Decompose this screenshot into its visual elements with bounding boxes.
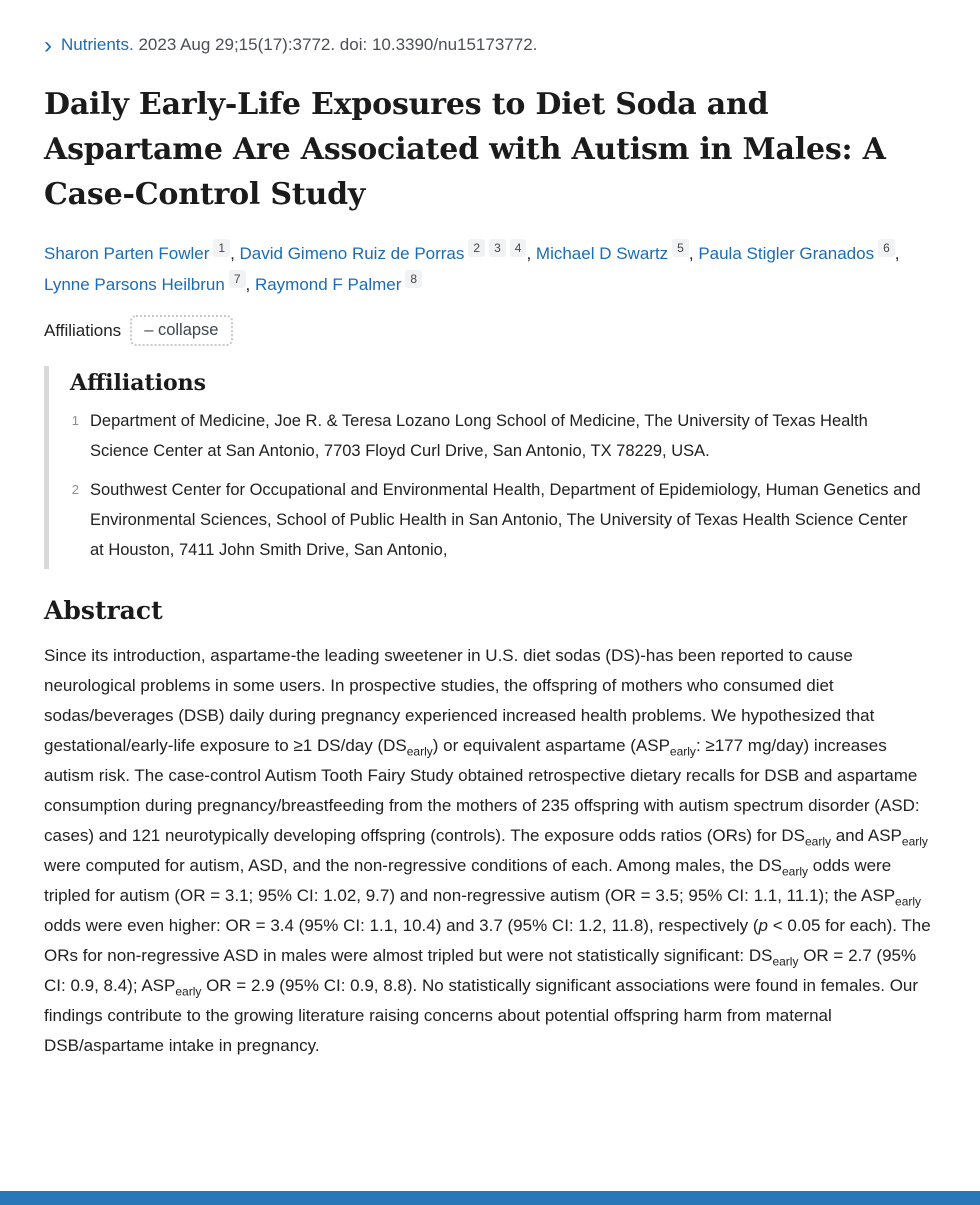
- affiliation-number: 1: [71, 413, 79, 428]
- author-affiliation-number[interactable]: 4: [510, 239, 527, 257]
- author-separator: ,: [245, 275, 255, 294]
- affiliations-label: Affiliations: [44, 320, 122, 340]
- italic-text: p: [758, 916, 768, 935]
- subscript-text: early: [804, 834, 831, 849]
- subscript-text: early: [669, 744, 696, 759]
- author-affiliation-number[interactable]: 3: [489, 239, 506, 257]
- author-affiliation-number[interactable]: 2: [468, 239, 485, 257]
- author-link[interactable]: Sharon Parten Fowler: [44, 244, 210, 263]
- subscript-text: early: [175, 984, 202, 999]
- author-separator: ,: [230, 244, 240, 263]
- subscript-text: early: [772, 954, 799, 969]
- subscript-text: early: [901, 834, 928, 849]
- article-title: Daily Early-Life Exposures to Diet Soda and Aspartame Are Associated with Autism in Males: A Case-Control Study: [44, 87, 886, 212]
- affiliation-item: [70, 406, 938, 466]
- author-link[interactable]: Paula Stigler Granados: [698, 244, 875, 263]
- affiliations-heading: Affiliations: [70, 370, 207, 396]
- author-separator: ,: [688, 244, 699, 263]
- affiliation-item: [70, 475, 938, 565]
- journal-link[interactable]: Nutrients.: [61, 35, 134, 54]
- author-link[interactable]: Lynne Parsons Heilbrun: [44, 275, 225, 294]
- author-link[interactable]: Raymond F Palmer: [254, 275, 402, 294]
- author-affiliation-number[interactable]: 5: [672, 239, 689, 257]
- citation-text: 2023 Aug 29;15(17):3772. doi: 10.3390/nu15173772.: [133, 35, 538, 54]
- affiliation-number: 2: [71, 482, 79, 497]
- subscript-text: early: [782, 864, 809, 879]
- affiliations-list: [70, 406, 938, 565]
- subscript-text: early: [406, 744, 433, 759]
- author-link[interactable]: David Gimeno Ruiz de Porras: [239, 244, 465, 263]
- affiliations-toggle-row: [44, 315, 938, 346]
- citation-line: [44, 33, 938, 57]
- footer-bar: [0, 1191, 980, 1205]
- affiliations-panel: [44, 366, 938, 569]
- author-separator: ,: [526, 244, 536, 263]
- collapse-affiliations-button[interactable]: – collapse: [130, 315, 232, 346]
- author-separator: ,: [894, 244, 900, 263]
- authors-list: [44, 238, 938, 300]
- affiliation-text: Southwest Center for Occupational and Environmental Health, Department of Epidemiology, Human Genetics and Environmental Sciences, School of Public Health in San Antonio, The University of Texas Health Science Center at Houston, 7411 John Smith Drive, San Antonio,: [90, 481, 921, 559]
- subscript-text: early: [895, 894, 922, 909]
- author-affiliation-number[interactable]: 7: [229, 270, 246, 288]
- abstract-heading: Abstract: [44, 596, 163, 625]
- author-affiliation-number[interactable]: 6: [878, 239, 895, 257]
- author-link[interactable]: Michael D Swartz: [535, 244, 669, 263]
- affiliation-text: Department of Medicine, Joe R. & Teresa Lozano Long School of Medicine, The University of Texas Health Science Center at San Antonio, 7703 Floyd Curl Drive, San Antonio, TX 78229, USA.: [90, 412, 868, 460]
- author-affiliation-number[interactable]: 8: [405, 270, 422, 288]
- author-affiliation-number[interactable]: 1: [213, 239, 230, 257]
- abstract-text: Since its introduction, aspartame-the leading sweetener in U.S. diet sodas (DS)-has been reported to cause neurological problems in some users. In prospective studies, the offspring of mothers who consumed diet sodas/beverages (DSB) daily during pregnancy experienced increased health problems. We hypothesized that gestational/early-life exposure to ≥1 DS/day $(DS_{early})$ or equivalent aspartame ($ASP_{early}$: ≥177 mg/day) increases autism risk. The case-control Autism Tooth Fairy Study obtained retrospective dietary recalls for DSB and aspartame consumption during pregnancy/breastfeeding from the mothers of 235 offspring with autism spectrum disorder (ASD: cases) and 121 neurotypically developing offspring (controls). The exposure odds ratios (ORs) for $DS_{early}$ and $ASP_{early}$ were computed for autism, ASD, and the non-regressive conditions of each. Among males, the $DS_{early}$ odds were tripled for autism (OR = 3.1; 95% CI: 1.02, 9.7) and non-regressive autism (OR = 3.5; 95% CI: 1.1, 11.1); the $ASP_{early}$ odds were even higher: OR = 3.4 (95% CI: 1.1, 10.4) and 3.7 (95% CI: 1.2, 11.8), respectively (p < 0.05 for each). The ORs for non-regressive ASD in males were almost tripled but were not statistically significant: $DS_{early}$ OR = 2.7 (95% CI: 0.9, 8.4); $ASP_{early}$ OR = 2.9 (95% CI: 0.9, 8.8). No statistically significant associations were found in females. Our findings contribute to the growing literature raising concerns about potential offspring harm from maternal DSB/aspartame intake in pregnancy.: [44, 646, 931, 1055]
- chevron-right-icon: ›: [44, 32, 52, 59]
